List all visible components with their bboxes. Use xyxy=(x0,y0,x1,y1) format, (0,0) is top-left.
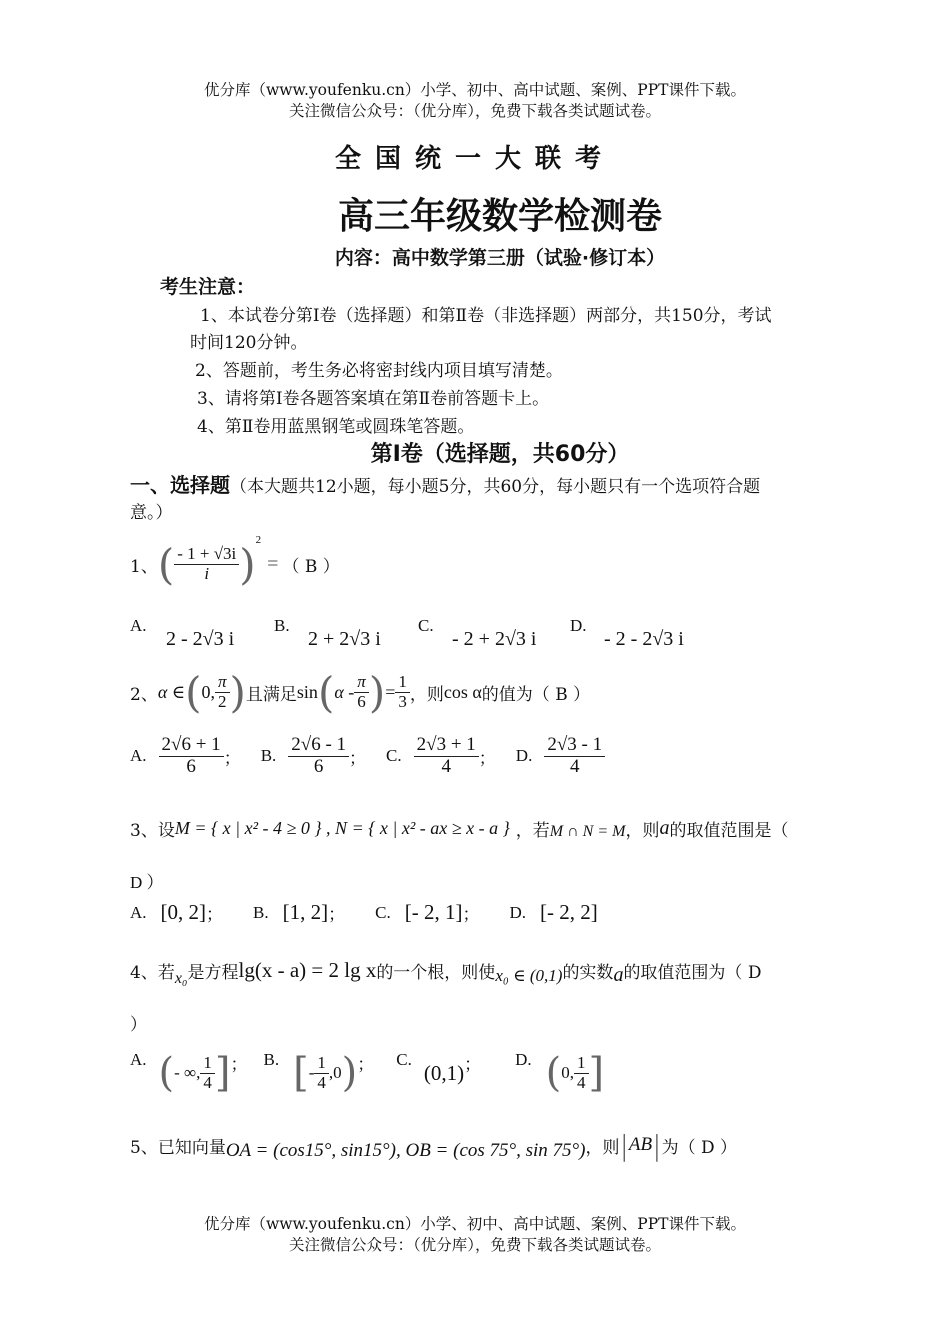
q2-sep-1: ； xyxy=(223,748,241,769)
q4-opt-d-close: ] xyxy=(588,1050,605,1096)
q2-sin: sin xyxy=(296,682,318,702)
q4-opt-b-frac xyxy=(314,1054,329,1092)
question-4 xyxy=(130,952,761,988)
q2-pi-2: π xyxy=(354,673,369,693)
q4-opt-b-minus: - xyxy=(308,1063,315,1082)
q1-opt-b: 2 + 2√3 i xyxy=(308,628,381,650)
part-label: 一、选择题 xyxy=(130,473,230,497)
q1-opt-c: - 2 + 2√3 i xyxy=(452,628,537,650)
q5-ab: AB xyxy=(628,1134,653,1155)
question-3 xyxy=(130,815,788,841)
q2-opt-a-num: 2√6 + 1 xyxy=(159,735,224,757)
exam-title: 高三年级数学检测卷 xyxy=(337,196,662,237)
q4-real: 的实数 xyxy=(562,962,614,983)
q2-two: 2 xyxy=(218,692,227,711)
q2-then: ，则 xyxy=(409,685,444,705)
q4-opt-b-open: [ xyxy=(293,1050,309,1096)
q4-opt-d-num: 1 xyxy=(574,1054,589,1074)
q1-equals: = xyxy=(267,553,279,575)
q3-if: ，若 xyxy=(515,820,550,841)
q1-denominator: i xyxy=(204,564,210,583)
q4-cond: x₀ ∈ (0,1) xyxy=(495,966,563,985)
note-1a: 1、本试卷分第Ⅰ卷（选择题）和第Ⅱ卷（非选择题）两部分，共150分，考试 xyxy=(200,306,772,326)
q1-opt-d-label: D. xyxy=(570,616,587,635)
q4-sep-3: ； xyxy=(464,1055,482,1075)
q4-opt-a-num: 1 xyxy=(200,1054,215,1074)
q2-opt-d xyxy=(544,735,605,778)
q2-six: 6 xyxy=(357,692,366,711)
q4-opt-b-num: 1 xyxy=(314,1054,329,1074)
q4-opt-a-left: - ∞, xyxy=(174,1063,201,1082)
q3-then: ，则 xyxy=(625,820,660,841)
q5-tail: 为（ D ） xyxy=(661,1137,738,1158)
q2-interval-left: ( xyxy=(185,668,202,717)
q2-pi: π xyxy=(215,673,230,693)
q4-opt-c: (0,1) xyxy=(423,1060,465,1085)
q5-abs-left: | xyxy=(619,1128,629,1162)
q2-opt-a-label: A. xyxy=(130,746,147,766)
q1-opt-d: - 2 - 2√3 i xyxy=(604,628,684,650)
q3-cond: M ∩ N = M xyxy=(549,823,626,840)
q2-opt-c-den: 4 xyxy=(441,755,451,777)
part-desc: （本大题共12小题，每小题5分，共60分，每小题只有一个选项符合题 xyxy=(230,477,761,497)
q5-vectors: OA = (cos15°, sin15°), OB = (cos 75°, sin 75°) xyxy=(225,1140,586,1161)
q4-opt-a-frac xyxy=(200,1054,215,1092)
note-2: 2、答题前，考生务必将密封线内项目填写清楚。 xyxy=(195,361,563,381)
q2-equals: = xyxy=(385,682,396,702)
section-title: 第Ⅰ卷（选择题，共60分） xyxy=(370,442,630,467)
q3-opt-d-label: D. xyxy=(509,902,526,922)
q3-opt-c: [- 2, 1] xyxy=(404,900,463,924)
footer-line-2: 关注微信公众号：（优分库），免费下载各类试题试卷。 xyxy=(288,1236,661,1254)
q2-opt-d-den: 4 xyxy=(569,755,580,777)
q4-x0: x₀ xyxy=(174,970,188,987)
q1-right-paren: ) xyxy=(239,540,256,589)
notes-heading: 考生注意： xyxy=(160,276,256,298)
q4-opt-d-label: D. xyxy=(515,1050,532,1069)
q2-sin-left: ( xyxy=(317,668,335,717)
header-line-1: 优分库（www.youfenku.cn）小学、初中、高中试题、案例、PPT课件下载。 xyxy=(203,81,747,99)
q3-sep-1: ； xyxy=(206,905,224,925)
q2-alpha-in: α ∈ xyxy=(157,682,186,702)
q3-opt-c-label: C. xyxy=(375,902,391,922)
q2-opt-d-label: D. xyxy=(515,746,533,766)
q3-tail: 的取值范围是（ xyxy=(669,820,789,841)
q1-numerator: - 1 + √3i xyxy=(174,545,239,565)
q1-opt-b-label: B. xyxy=(274,616,290,635)
q2-opt-b-den: 6 xyxy=(313,755,324,777)
q4-opt-c-label: C. xyxy=(396,1050,412,1069)
q1-opt-c-label: C. xyxy=(418,616,434,635)
q2-interval-right: ) xyxy=(229,668,246,717)
q4-a: a xyxy=(613,963,624,986)
q4-options xyxy=(130,1050,604,1096)
q2-opt-c-num: 2√3 + 1 xyxy=(414,735,479,757)
q4-opt-d-frac xyxy=(574,1054,589,1092)
q3-number: 3、设 xyxy=(130,820,175,841)
q2-cos-alpha: cos α xyxy=(443,682,482,702)
q2-opt-c xyxy=(414,735,479,778)
q2-opt-b xyxy=(288,735,349,778)
q2-tail: 的值为（ B ） xyxy=(481,685,591,705)
q4-opt-b-right: ,0 xyxy=(328,1063,342,1082)
q3-a: a xyxy=(659,816,670,839)
q2-pi-over-6 xyxy=(354,673,369,711)
q4-equation: lg(x - a) = 2 lg x xyxy=(238,957,377,982)
q5-then: ，则 xyxy=(585,1137,620,1158)
q3-answer: D ） xyxy=(130,873,164,892)
q1-answer: （ B ） xyxy=(282,557,340,577)
part-desc-cont: 意。） xyxy=(130,503,173,523)
q2-pi-over-2 xyxy=(215,673,230,711)
q4-opt-d-open: ( xyxy=(545,1050,562,1096)
note-1b: 时间120分钟。 xyxy=(190,333,308,353)
q4-opt-a-label: A. xyxy=(130,1050,147,1069)
q4-sep-2: ； xyxy=(357,1055,375,1075)
note-3: 3、请将第Ⅰ卷各题答案填在第Ⅱ卷前答题卡上。 xyxy=(197,389,550,409)
q4-is-root: 是方程 xyxy=(187,962,239,983)
exam-content: 内容：高中数学第三册（试验·修订本） xyxy=(334,247,666,269)
q2-opt-a xyxy=(159,735,224,778)
q4-mid: 的一个根，则使 xyxy=(376,962,496,983)
exam-series-title: 全国统一大联考 xyxy=(334,144,615,174)
q2-alpha-minus: α - xyxy=(334,682,355,702)
q1-number: 1、 xyxy=(130,557,158,577)
q4-opt-a-close: ] xyxy=(214,1050,231,1096)
q4-close: ） xyxy=(130,1015,147,1035)
q3-opt-d: [- 2, 2] xyxy=(539,900,598,924)
q5-abs-right: | xyxy=(652,1128,662,1162)
q3-sep-2: ； xyxy=(328,905,346,925)
q3-options xyxy=(130,900,598,925)
q2-opt-b-num: 2√6 - 1 xyxy=(288,735,349,757)
q1-fraction xyxy=(174,545,239,583)
q2-sep-3: ； xyxy=(478,748,496,769)
q2-interval-start: 0, xyxy=(201,682,215,702)
note-4: 4、第Ⅱ卷用蓝黑钢笔或圆珠笔答题。 xyxy=(197,417,475,437)
q3-opt-b: [1, 2] xyxy=(282,900,329,924)
q1-left-paren: ( xyxy=(157,540,175,589)
q2-options xyxy=(130,735,605,778)
q5-number: 5、已知向量 xyxy=(130,1137,226,1158)
q4-opt-d-den: 4 xyxy=(577,1072,586,1092)
q2-opt-c-label: C. xyxy=(386,746,402,766)
q4-opt-b-label: B. xyxy=(263,1050,280,1069)
q3-sets: M = { x | x² - 4 ≥ 0 } , N = { x | x² - ax ≥ x - a } xyxy=(174,817,510,838)
q1-opt-a: 2 - 2√3 i xyxy=(166,628,235,650)
q4-opt-b-close: ) xyxy=(341,1050,358,1096)
q3-opt-a-label: A. xyxy=(130,902,147,922)
q1-power: 2 xyxy=(255,534,262,546)
q3-opt-a: [0, 2] xyxy=(160,900,207,924)
q2-cond: 且满足 xyxy=(245,685,297,705)
q4-number: 4、若 xyxy=(130,962,175,983)
question-1 xyxy=(130,534,340,589)
q3-sep-3: ； xyxy=(462,905,480,925)
q2-three: 3 xyxy=(398,692,407,711)
q2-opt-a-den: 6 xyxy=(186,755,196,777)
q2-one-third xyxy=(395,673,410,711)
q1-opt-a-label: A. xyxy=(130,616,147,635)
q4-opt-a-den: 4 xyxy=(203,1072,212,1092)
q4-sep-1: ； xyxy=(230,1055,248,1075)
question-5 xyxy=(130,1128,737,1162)
q2-one: 1 xyxy=(395,673,410,693)
q4-tail: 的取值范围为（ D xyxy=(623,962,762,983)
q4-opt-d-left: 0, xyxy=(561,1063,574,1082)
q3-opt-b-label: B. xyxy=(253,902,269,922)
question-2 xyxy=(130,668,590,717)
q4-opt-b-den: 4 xyxy=(317,1072,326,1092)
q2-opt-b-label: B. xyxy=(260,746,277,766)
q2-opt-d-num: 2√3 - 1 xyxy=(544,735,605,757)
header-line-2: 关注微信公众号：（优分库），免费下载各类试题试卷。 xyxy=(288,102,661,120)
q2-sin-right: ) xyxy=(368,668,386,717)
part-heading xyxy=(130,469,760,498)
footer-line-1: 优分库（www.youfenku.cn）小学、初中、高中试题、案例、PPT课件下载。 xyxy=(203,1215,747,1233)
q4-opt-a-open: ( xyxy=(158,1050,175,1096)
q2-sep-2: ； xyxy=(349,748,367,769)
q2-number: 2、 xyxy=(130,685,158,705)
